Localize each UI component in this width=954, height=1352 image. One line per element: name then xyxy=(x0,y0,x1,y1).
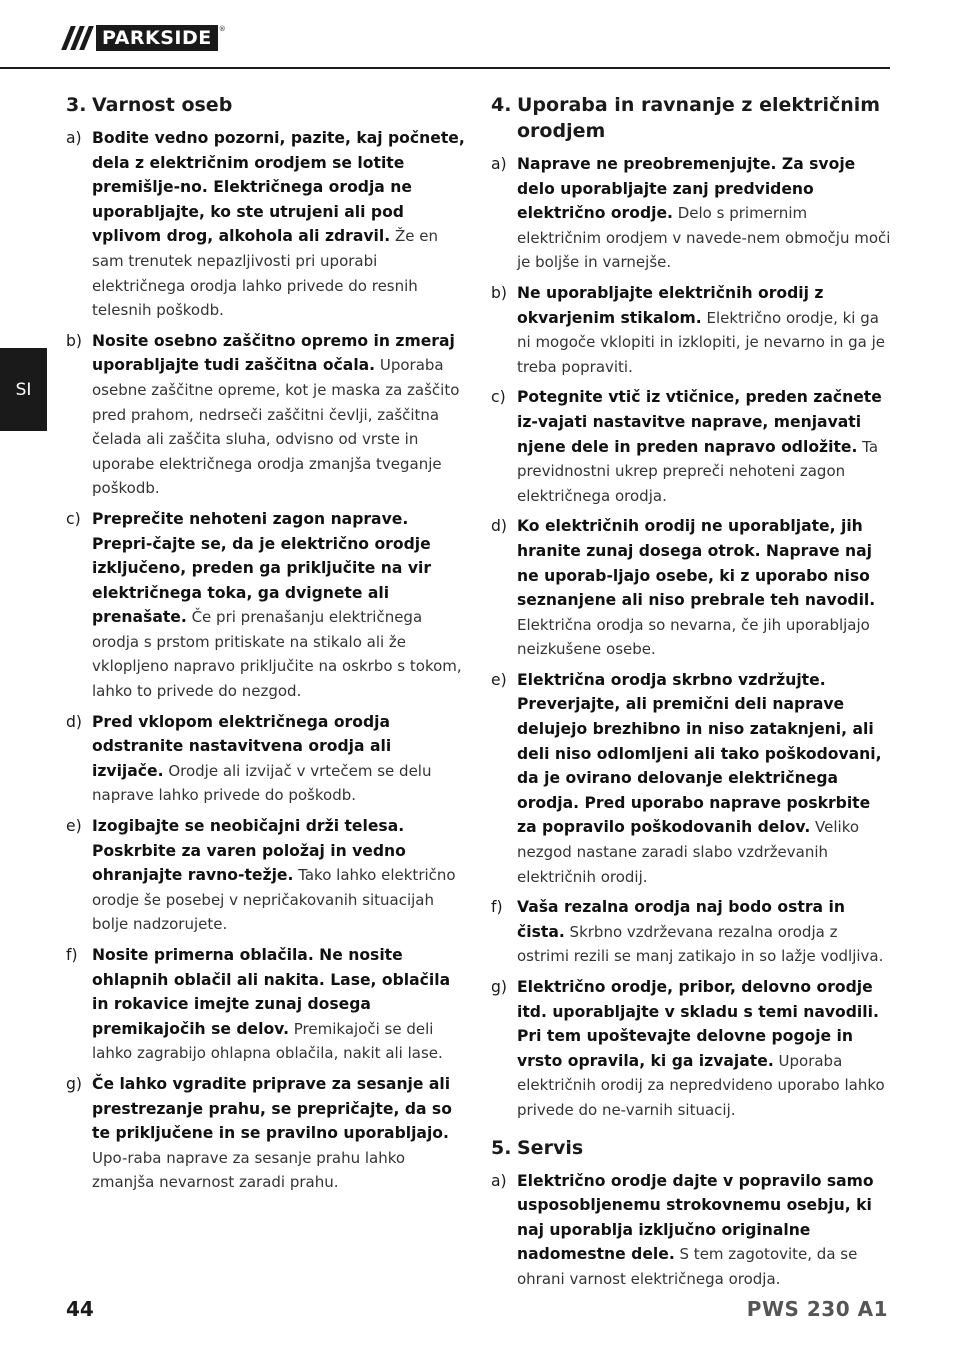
item-bold-text: Bodite vedno pozorni, pazite, kaj počnete, dela z električnim orodjem se lotite premišlje-no. Električnega orodja ne uporabljajte, ko ste utrujeni ali pod vplivom drog, alkohola ali zdravil. xyxy=(92,129,465,246)
language-tab: SI xyxy=(0,348,47,431)
section-number: 5. xyxy=(491,1136,512,1159)
item-label: a) xyxy=(491,1171,507,1190)
item-label: b) xyxy=(491,283,507,302)
item-label: e) xyxy=(491,670,507,689)
item-label: e) xyxy=(66,817,82,836)
list-item xyxy=(66,507,466,704)
item-bold-text: Pred vklopom električnega orodja odstranite nastavitvena orodja ali izvijače. xyxy=(92,712,392,780)
item-text: Uporaba električnih orodij za nepredvideno uporabo lahko privede do ne-varnih situacij. xyxy=(517,1051,885,1119)
item-bold-text: Potegnite vtič iz vtičnice, preden začnete iz-vajati nastavitve naprave, menjavati njene dele in preden napravo odložite. xyxy=(517,388,882,456)
model-number: PWS 230 A1 xyxy=(746,1297,888,1321)
header-rule xyxy=(0,67,890,69)
logo-registered-mark: ® xyxy=(218,25,226,33)
page-number: 44 xyxy=(66,1297,94,1321)
list-item xyxy=(66,1072,466,1195)
item-label: g) xyxy=(491,978,507,996)
item-text: Orodje ali izvijač v vrtečem se delu naprave lahko privede do poškodb. xyxy=(92,761,432,805)
item-text: Delo s primernim električnim orodjem v navede-nem območju moči je boljše in varnejše. xyxy=(517,204,891,272)
list-item xyxy=(66,710,466,808)
item-bold-text: Nosite osebno zaščitno opremo in zmeraj uporabljajte tudi zaščitna očala. xyxy=(92,331,455,375)
list-item xyxy=(66,126,466,323)
list-item xyxy=(491,385,891,508)
item-text: Uporaba osebne zaščitne opreme, kot je maska za zaščito pred prahom, nedrseči zaščitni čevlji, zaščitna čelada ali zaščita sluha, odvisno od vrste in uporabe električnega orodja zmanjša tveganje poškodb. xyxy=(92,356,460,498)
item-label: b) xyxy=(66,331,82,350)
list-item xyxy=(66,329,466,501)
section-title: Varnost oseb xyxy=(92,94,233,116)
item-bold-text: Nosite primerna oblačila. Ne nosite ohlapnih oblačil ali nakita. Lase, oblačila in rokavice imejte zunaj dosega premikajočih se delov. xyxy=(92,946,451,1038)
service-list xyxy=(491,1169,891,1292)
item-bold-text: Ko električnih orodij ne uporabljate, jih hranite zunaj dosega otrok. Naprave naj ne uporab-ljajo osebe, ki z uporabo niso seznanjene ali niso prebrale teh navodil. xyxy=(517,517,876,610)
item-label: c) xyxy=(491,388,506,407)
item-text: S tem zagotovite, da se ohrani varnost električnega orodja. xyxy=(517,1245,858,1288)
section-heading-4 xyxy=(491,92,891,144)
right-column xyxy=(491,92,891,1298)
item-text: Skrbno vzdrževana rezalna orodja z ostrimi rezili se manj zatikajo in so lažje vodljiva. xyxy=(517,922,884,966)
item-label: a) xyxy=(66,129,82,147)
section-heading-5 xyxy=(491,1135,891,1161)
logo-slashes-icon xyxy=(66,26,93,50)
item-text: Premikajoči se deli lahko zagrabijo ohlapna oblačila, nakit ali lase. xyxy=(92,1019,443,1063)
item-bold-text: Izogibajte se neobičajni drži telesa. Poskrbite za varen položaj in vedno ohranjajte ravno-težje. xyxy=(92,817,406,885)
safety-list xyxy=(66,126,466,1195)
section-title: Uporaba in ravnanje z električnim orodjem xyxy=(517,94,881,142)
item-label: c) xyxy=(66,509,81,528)
item-text: Električno orodje, ki ga ni mogoče vklopiti in izklopiti, je nevarno in ga je treba popraviti. xyxy=(517,308,886,376)
list-item xyxy=(491,1169,891,1292)
item-bold-text: Ne uporabljajte električnih orodij z okvarjenim stikalom. xyxy=(517,283,824,327)
list-item xyxy=(491,895,891,969)
list-item xyxy=(491,975,891,1123)
item-label: f) xyxy=(491,898,503,917)
item-text: Ta previdnostni ukrep prepreči nehoteni zagon električnega orodja. xyxy=(517,437,879,505)
item-text: Električna orodja so nevarna, če jih uporabljajo neizkušene osebe. xyxy=(517,615,870,659)
left-column xyxy=(66,92,466,1201)
item-bold-text: Preprečite nehoteni zagon naprave. Prepri-čajte se, da je električno orodje izključeno, preden ga priključite na vir električnega toka, ga dvignete ali prenašate. xyxy=(92,509,432,627)
item-label: g) xyxy=(66,1074,82,1093)
list-item xyxy=(491,281,891,379)
list-item xyxy=(66,814,466,937)
list-item xyxy=(66,943,466,1066)
item-bold-text: Vaša rezalna orodja naj bodo ostra in čista. xyxy=(517,898,845,941)
item-label: f) xyxy=(66,946,78,964)
section-number: 3. xyxy=(66,94,87,116)
item-label: a) xyxy=(491,155,507,173)
item-text: Že en sam trenutek nepazljivosti pri uporabi električnega orodja lahko privede do resnih telesnih poškodb. xyxy=(92,227,438,320)
item-bold-text: Naprave ne preobremenjujte. Za svoje delo uporabljajte zanj predvideno električno orodje. xyxy=(517,155,856,223)
list-item xyxy=(491,668,891,889)
item-text: Upo-raba naprave za sesanje prahu lahko zmanjša nevarnost zaradi prahu. xyxy=(92,1148,406,1192)
list-item xyxy=(491,514,891,662)
section-number: 4. xyxy=(491,94,512,116)
section-title: Servis xyxy=(517,1136,584,1159)
section-heading-3 xyxy=(66,92,466,118)
item-text: Tako lahko električno orodje še posebej v nepričakovanih situacijah bolje nadzorujete. xyxy=(92,866,456,934)
list-item xyxy=(491,152,891,275)
item-bold-text: Če lahko vgradite priprave za sesanje ali prestrezanje prahu, se prepričajte, da so te priključene in se pravilno uporabljajo. xyxy=(92,1074,452,1143)
item-bold-text: Električno orodje dajte v popravilo samo usposobljenemu strokovnemu osebju, ki naj uporablja izključno originalne nadomestne dele. xyxy=(517,1171,874,1264)
logo-brand-text: PARKSIDE xyxy=(96,25,218,51)
item-label: d) xyxy=(66,712,82,731)
item-text: Veliko nezgod nastane zaradi slabo vzdrževanih električnih orodij. xyxy=(517,818,860,886)
item-label: d) xyxy=(491,517,507,536)
usage-list xyxy=(491,152,891,1123)
item-bold-text: Električna orodja skrbno vzdržujte. Preverjajte, ali premični deli naprave delujejo brezhibno in niso zataknjeni, ali deli niso odlomljeni ali tako poškodovani, da je ovirano delovanje električnega orodja. Pred uporabo naprave poskrbite za popravilo poškodovanih delov. xyxy=(517,670,882,837)
item-text: Če pri prenašanju električnega orodja s prstom pritiskate na stikalo ali že vklopljeno napravo priključite na oskrbo s tokom, lahko to privede do nezgod. xyxy=(92,608,462,701)
parkside-logo xyxy=(66,25,226,51)
item-bold-text: Električno orodje, pribor, delovno orodje itd. uporabljajte v skladu s temi navodili. Pri tem upoštevajte delovne pogoje in vrsto opravila, ki ga izvajate. xyxy=(517,978,879,1070)
